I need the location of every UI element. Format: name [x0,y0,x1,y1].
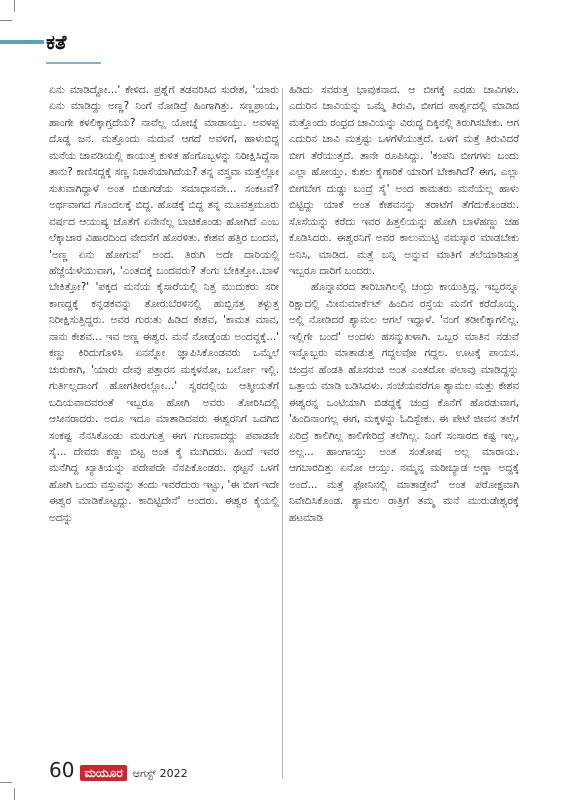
section-title: ಕತೆ [46,30,67,54]
right-text-column [289,82,519,782]
issue-date: ಆಗಸ್ಟ್ 2022 [132,767,188,780]
magazine-logo: ಮಯೂರ [80,765,126,781]
section-title-underline [46,62,101,64]
crop-mark [14,0,15,12]
crop-mark [0,20,12,21]
page-footer [49,758,188,782]
paragraph: ಹೊನ್ನಾವರದ ತಾರಿಬಾಗಿಲಲ್ಲಿ ಚಂದ್ರು ಕಾಯುತ್ತಿದ್ದ. ಇಬ್ಬರನ್ನೂ ರಿಕ್ಷಾದಲ್ಲಿ ಮೀನುಮಾರ್ಕೆಟ್ ಹಿಂದಿನ ರಸ್ತೆಯ ಮನೆಗೆ ಕರೆದೊಯ್ದ. ಅಲ್ಲಿ ನೋಡಿದರೆ ಶ್ಯಾಮಲ ಆಗಲೆ ಇದ್ದಾಳೆ. 'ನಂಗೆ ತಡೀಲಿಕ್ಕಾಗಲಿಲ್ಲ. ಇಲ್ಲಿಗೇ ಬಂದೆ' ಅಂದಳು ಹಸನ್ಮುಖಳಾಗಿ. ಒಬ್ಬರ ಮಾತಿನ ನಡುವೆ ಇನ್ನೊಬ್ಬರು ಮಾತಾಡುತ್ತ ಗದ್ದಲವೋ ಗದ್ದಲ. ಊಟಕ್ಕೆ ಪಾಯಸ. ಚಂದ್ರನ ಹೆಂಡತಿ ಹೊಸರುಚಿ ಅಂತ ಎಂತದೋ ಪಲಾವು ಮಾಡಿದ್ದನ್ನು ಒತ್ತಾಯ ಮಾಡಿ ಬಡಿಸಿದಳು. ಸಂಜೆಯವರೆಗೂ ಶ್ಯಾಮಲ ಮತ್ತು ಕೇಶವ ಈಶ್ವರನ್ನ ಒಂಟಿಯಾಗಿ ಬಿಡದ್ದಕ್ಕೆ ಚಂದ್ರ ಕೊನೆಗೆ ಹೊರಡುವಾಗ, 'ಹಿಂದಿನಾಂಗಲ್ಲ ಈಗ, ಮಕ್ಕಳನ್ನು ಓದಿಸ್ಬೇಕು. ಈ ಪೇಟೆ ಜೀವನ ತಲೆಗೆ ಏರಿದ್ರೆ ಕಾಲಿಗಿಲ್ಲ ಕಾಲಿಗೇರಿದ್ರೆ ತಲೆಗಿಲ್ಲ. ನಿಂಗೆ ಸಂಸಾರದ ಕಷ್ಟ ಇಲ್ಲ, ಅಲ್ಲ... ಹಾಂಗಾಯ್ತು ಅಂತ ಸಂತೋಷ ಅಲ್ಲ ಮಾರಾಯ. ಆಗಬಾರದಿತ್ತು ಏನೋ ಆಯ್ತು. ನಮ್ಮನ್ನ ಮರೀಬ್ಯಾಡ ಅಣ್ಣಾ ಅದ್ದಕ್ಕೆ ಅಂದೆ... ಮತ್ತೆ ಫೋನಿನಲ್ಲಿ ಮಾತಾಡ್ತೇನೆ' ಅಂತ ಪರೋಕ್ಷವಾಗಿ ನಿವೇದಿಸಿಕೊಂಡ. ಶ್ಯಾಮಲ ರಾತ್ರಿಗೆ ತಮ್ಮ ಮನೆ ಮುರುಡೇಶ್ವರಕ್ಕೆ ಹಟಮಾಡಿ [289,281,519,524]
left-text-column [49,82,279,782]
page-number: 60 [49,758,75,782]
crop-mark [14,788,15,800]
section-accent-bar [0,40,44,44]
crop-mark [0,782,12,783]
paragraph: ಏನು ಮಾಡಿದ್ದೋ...' ಕೇಳಿದ. ಪ್ರಶ್ನೆಗೆ ತಡವರಿಸಿದ ಸುರೇಶ, 'ಯಾರು ಏನು ಮಾಡಿದ್ದು ಅಣ್ಣ? ನಿಂಗೆ ನೋಡಿದ್ರೆ ಹಿಂಗಾಗಿತ್ತು. ಸಣ್ಣಪ್ರಾಯ, ಹಾಂಗೇ ಕಳಲಿಕ್ಕಾಗ್ತದೆಯ? ನಾವೆಲ್ಲ ಯೋಚ್ನೆ ಮಾಡಾಯ್ತು. ಅವಳಪ್ಪ ದೊಡ್ಡ ಜನ. ಮತ್ತೊಂದು ಮದುವೆ ಆಗದೆ ಅವಳಿಗೆ, ಹಾಳುಬಿದ್ದ ಮನೆಯ ಚಾವಡಿಯಲ್ಲಿ ಕಾಯುತ್ತ ಕುಳಿತ ಹೆಂಗೊಬ್ಬಳನ್ನು ನಿರೀಕ್ಷಿಸಿದ್ದೆನಾ ತಾನು? ಕಾಣಿಸದ್ದಕ್ಕೆ ಸಣ್ಣ ನಿರಾಸೆಯಾಗಿದೆಯ? ತನ್ನ ವಸ್ತ್ರವಾ ಮತ್ತೆಲ್ಲೋ ಸುಖವಾಗಿದ್ದಾಳೆ ಅಂತ ಬಿಡುಗಡೆಯ ಸಮಾಧಾನವೇ... ಸಂಕಟವೆ? ಅರ್ಥವಾಗದ ಗೊಂದಲಕ್ಕೆ ಬಿದ್ದ. ಹೊಡಕ್ಕೆ ಬಿದ್ದ ತನ್ನ ಮೂವತ್ತಮೂರು ವರ್ಷದ ಆಯುಷ್ಯ ಜೊತೆಗೆ ಏನೇನೆಲ್ಲ ಬಾಚಿಕೊಂಡು ಹೋಗಿದೆ ಎಂಬ ಲೆಕ್ಕಾಚಾರ ವಿಹಾರದಿಂದ ವೇದನೆಗೆ ಹೊರಳಿತು. ಕೇಶವ ಹತ್ತಿರ ಬಂದವ, 'ಅಣ್ಣ ಏನು ಹೋಗುವ' ಅಂದ. ತಿರುಗಿ ಅದೇ ದಾರಿಯಲ್ಲಿ ಹೆಜ್ಜೆಯೆಳೆಯುವಾಗ, 'ಎಂತದಕ್ಕೆ ಬಂದವರು? ತೆಂಗು ಬೇಕಿತ್ತೋ..ಬಾಳೆ ಬೇಕಿತ್ತೋ?' 'ಪಕ್ಕದ ಮನೆಯ ಕೈಸಾರೆಯಲ್ಲಿ ನಿತ್ತ ಮುದುಕರು ಸರೀ ಕಾಣದ್ದಕ್ಕೆ ಕನ್ನಡಕವನ್ನು ತೋರುಬೆರಳಿನಲ್ಲಿ ಹುಬ್ಬಿನತ್ತ ತಳ್ಳುತ್ತ ನಿರೀಕ್ಷಿಸುತ್ತಿದ್ದರು. ಅವರ ಗುರುತು ಹಿಡಿದ ಕೇಶವ, 'ಕಾಮತ ಮಾವ, ನಾನು ಕೇಶವ... ಇವ ಅಣ್ಣ ಈಶ್ವರ. ಮನೆ ನೋಡ್ಕೆಂಡು ಅಂದವ್ದಕ್ಕೆ...' ಕಣ್ಣು ಕಿರಿದುಗೊಳಿಸಿ ಏನನ್ನೋ ಜ್ಞಾಪಿಸಿಕೊಂಡವರು ಒಮ್ಮೆಲೆ ಚುರುಕಾಗಿ, 'ಯಾರು ದೇವು ಪತ್ತಾರನ ಮಕ್ಕಳನೋ, ಬರ್ಲೋ ಇಲ್ಲಿ. ಗುರ್ತಿಲ್ಲದಾಂಗೆ ಹೋಗತೀರಲ್ಲೋ...' ಸ್ವರದಲ್ಲಿಯ ಆತ್ಮೀಯತೆಗೆ ಬದಿಯವಾದವರಂತೆ ಇಬ್ಬರೂ ಹೋಗಿ ಅವರು ತೋರಿಸಿದಲ್ಲಿ ಆಸೀನರಾದರು. ಅದೂ ಇದೂ ಮಾತಾಡಿದವರು ಈಶ್ವರನಿಗೆ ಒದಗಿದ ಸಂಕಷ್ಟ ನೆನಸಿಕೊಂಡು ಮರುಗುತ್ತ ಈಗ ಗುಣವಾದದ್ದು ಪವಾಡವೇ ಸೈ... ದೇವರು ಕಣ್ಣು ಬಿಟ್ಟ ಅಂತ ಕೈ ಮುಗಿದರು. ಹಿಂದೆ ಇವರ ಮನೆಗಿದ್ದ ಖ್ಯಾತಿಯನ್ನು ಪದೇಪದೇ ನೆನಪಿಕೊಂಡರು. ಥಟ್ಟನೆ ಒಳಗೆ ಹೋಗಿ ಒಂದು ವಸ್ತುವನ್ನು ತಂದು ಇವರೆದುರು ಇಟ್ಟು, 'ಈ ಬೀಗ ಇದೇ ಈಶ್ವರ ಮಾಡಿಕೊಟ್ಟದ್ದು. ಕಾದಿಟ್ಟಿದೇನೆ' ಅಂದರು. ಈಶ್ವರ ಕೈಯಲ್ಲಿ ಅದನ್ನು [49,84,279,524]
column-divider [282,88,283,778]
paragraph: ಹಿಡಿದು ಸವರುತ್ತ ಭಾವುಕನಾದ. ಆ ಬೀಗಕ್ಕೆ ಎರಡು ಚಾವಿಗಳು. ಎದುರಿನ ಚಾವಿಯನ್ನು ಒಮ್ಮೆ ತಿರುವಿ, ಬೀಗದ ಪಾರ್ಶ್ವದಲ್ಲಿ ಮಾಡಿದ ಮತ್ತೊಂದು ರಂಧ್ರದ ಚಾವಿಯನ್ನು ವಿರುದ್ಧ ದಿಕ್ಕಿನಲ್ಲಿ ತಿರುಗಿಸಬೇಕು. ಆಗ ಎದುರಿನ ಚಾವಿ ಮತ್ತಷ್ಟು ಒಳಗೆಳೆಯುತ್ತದೆ. ಒಳಗೆ ಮತ್ತೆ ತಿರುವಿದರೆ ಬೀಗ ತೆರೆಯುತ್ತದೆ. ತಾನೇ ರೂಪಿಸಿದ್ದು. 'ಕಂಪನಿ ಬೀಗಗಳು ಬಂದು ಎಲ್ಲಾ ಹೋಯ್ತು. ಕುಶಲ ಕೈಗಾರಿಕೆ ಯಾರಿಗೆ ಬೇಕಾಗಿದೆ? ಈಗ, ಎಲ್ಲಾ ಬೀಗಬೇಗ ದುಡ್ಡು ಬಂದ್ರೆ ಸೈ' ಅಂದ ಕಾಮತರು ಮನೆಯೆಲ್ಲ ಹಾಳು ಬಿಟ್ಟಿದ್ದು ಯಾಕೆ ಅಂತ ಕೇಶವನನ್ನು ತರಾಟೆಗೆ ತೆಗೆದುಕೊಂಡರು. ಸೊಸೆಯನ್ನು ಕರೆದು ಇವರ ಹಿತ್ತಲಿಯನ್ನು ಹೋಗಿ ಬಾಳೆಹಣ್ಣು ಚಹ ಕೊಡಿಸಿದರು. ಈಶ್ವರನಿಗೆ ಅವರ ಕಾಲುಮುಟ್ಟಿ ನಮಸ್ಕಾರ ಮಾಡಬೇಕು ಅನಿಸಿ, ಮಾಡಿದ. ಮತ್ತೆ ಬನ್ನಿ ಅನ್ನುವ ಮಾತಿಗೆ ತಲೆಯಾಡಿಸುತ್ತ ಇಬ್ಬರೂ ದಾರಿಗೆ ಬಂದರು. [289,84,519,277]
